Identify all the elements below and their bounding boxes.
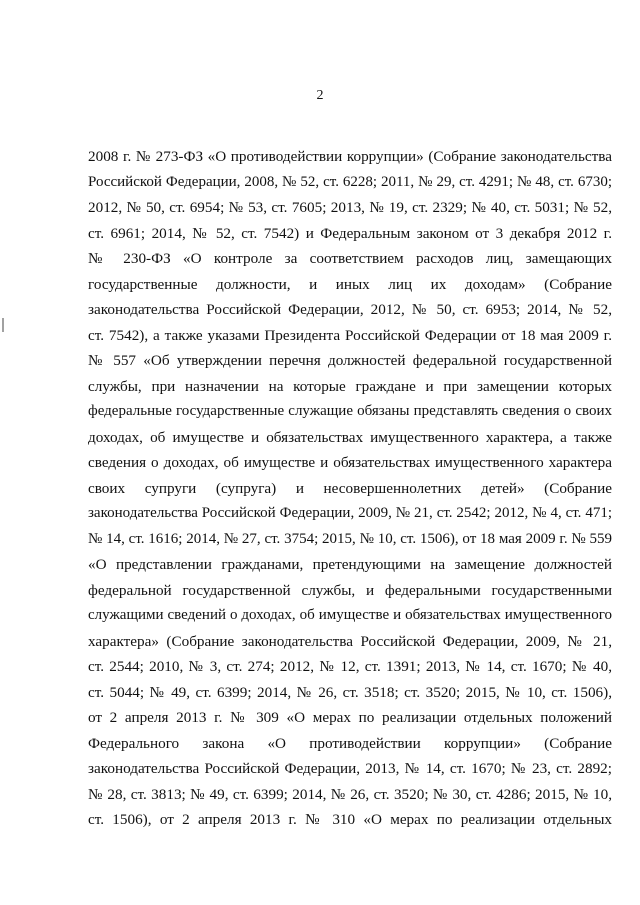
- text-line: ст. 2544; 2010, № 3, ст. 274; 2012, № 12, ст. 1391; 2013, № 14, ст. 1670; № 40,: [88, 658, 612, 675]
- text-line: законодательства Российской Федерации, 2013, № 14, ст. 1670; № 23, ст. 2892;: [88, 760, 612, 777]
- text-line: «О представлении гражданами, претендующими на замещение должностей: [88, 556, 612, 573]
- text-line: ст. 6961; 2014, № 52, ст. 7542) и Федеральным законом от 3 декабря 2012 г.: [88, 224, 612, 242]
- text-line: ст. 1506), от 2 апреля 2013 г. № 310 «О мерах по реализации отдельных: [88, 811, 612, 828]
- text-line: законодательства Российской Федерации, 2009, № 21, ст. 2542; 2012, № 4, ст. 471;: [88, 505, 612, 521]
- text-line: от 2 апреля 2013 г. № 309 «О мерах по реализации отдельных положений: [88, 709, 612, 726]
- text-line: законодательства Российской Федерации, 2012, № 50, ст. 6953; 2014, № 52,: [88, 301, 612, 318]
- text-line: ст. 5044; № 49, ст. 6399; 2014, № 26, ст. 3518; ст. 3520; 2015, № 10, ст. 1506),: [88, 683, 612, 701]
- text-line: ст. 7542), а также указами Президента Российской Федерации от 18 мая 2009 г.: [88, 326, 612, 344]
- text-line: № 230-ФЗ «О контроле за соответствием расходов лиц, замещающих: [88, 250, 612, 267]
- text-line: № 557 «Об утверждении перечня должностей федеральной государственной: [88, 352, 612, 369]
- page-number: 2: [316, 88, 324, 103]
- text-line: своих супруги (супруга) и несовершеннолетних детей» (Собрание: [88, 479, 612, 497]
- text-line: служащими сведений о доходах, об имуществе и обязательствах имущественного: [88, 607, 612, 623]
- text-line: № 14, ст. 1616; 2014, № 27, ст. 3754; 2015, № 10, ст. 1506), от 18 мая 2009 г. № 559: [88, 530, 612, 547]
- text-line: Федерального закона «О противодействии коррупции» (Собрание: [88, 734, 612, 752]
- text-line: сведения о доходах, об имуществе и обязательствах имущественного характера: [88, 454, 612, 471]
- text-line: доходах, об имуществе и обязательствах имущественного характера, а также: [88, 428, 612, 446]
- text-line: характера» (Собрание законодательства Российской Федерации, 2009, № 21,: [88, 632, 612, 650]
- text-line: государственные должности, и иных лиц их доходам» (Собрание: [88, 275, 612, 293]
- text-line: 2008 г. № 273-ФЗ «О противодействии коррупции» (Собрание законодательства: [88, 148, 612, 165]
- text-line: Российской Федерации, 2008, № 52, ст. 6228; 2011, № 29, ст. 4291; № 48, ст. 6730;: [88, 173, 612, 190]
- text-line: федеральной государственной службы, и федеральными государственными: [88, 581, 612, 599]
- text-line: № 28, ст. 3813; № 49, ст. 6399; 2014, № 26, ст. 3520; № 30, ст. 4286; 2015, № 10,: [88, 785, 612, 803]
- text-line: службы, при назначении на которые граждане и при замещении которых: [88, 377, 612, 395]
- document-body: [88, 144, 612, 833]
- scan-margin-mark: [2, 318, 4, 332]
- text-line: федеральные государственные служащие обязаны представлять сведения о своих: [88, 403, 612, 419]
- text-line: 2012, № 50, ст. 6954; № 53, ст. 7605; 2013, № 19, ст. 2329; № 40, ст. 5031; № 52,: [88, 199, 612, 216]
